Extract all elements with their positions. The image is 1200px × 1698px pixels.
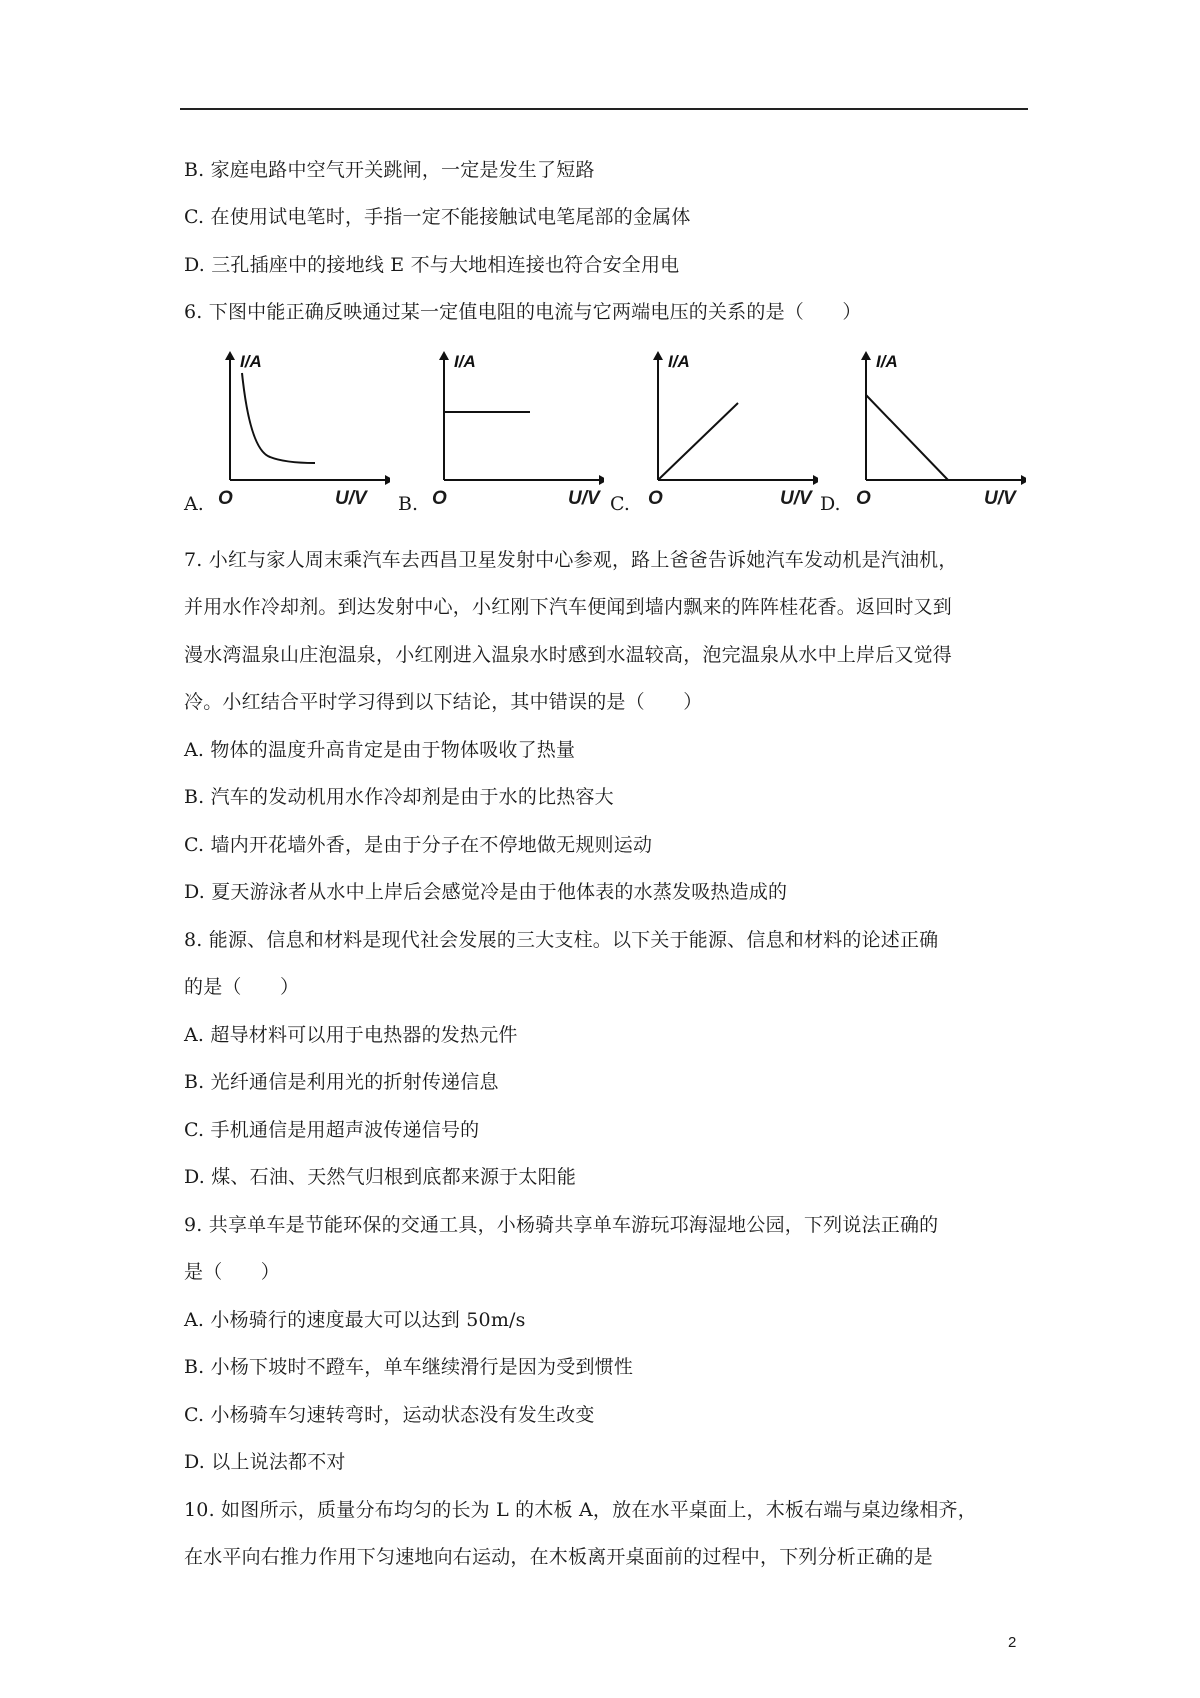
option-9c: C. 小杨骑车匀速转弯时，运动状态没有发生改变 [184,1404,595,1426]
graph-c-xlabel: U/V [780,488,812,509]
graph-d-option: D. [820,493,841,515]
option-8b: B. 光纤通信是利用光的折射传递信息 [184,1071,499,1093]
graph-a-xlabel: U/V [335,488,367,509]
question-7-line-4: 冷。小红结合平时学习得到以下结论，其中错误的是（ ） [184,691,703,713]
graph-a-option: A. [184,493,204,515]
graph-b-xlabel: U/V [568,488,600,509]
option-7b: B. 汽车的发动机用水作冷却剂是由于水的比热容大 [184,786,614,808]
graph-b [404,345,604,505]
option-8d: D. 煤、石油、天然气归根到底都来源于太阳能 [184,1166,577,1188]
option-9b: B. 小杨下坡时不蹬车，单车继续滑行是因为受到惯性 [184,1356,634,1378]
graph-b-ylabel: I/A [454,352,476,371]
header-rule [180,108,1028,110]
question-7-line-2: 并用水作冷却剂。到达发射中心，小红刚下汽车便闻到墙内飘来的阵阵桂花香。返回时又到 [184,596,953,618]
question-6: 6. 下图中能正确反映通过某一定值电阻的电流与它两端电压的关系的是（ ） [184,301,862,323]
graph-b-option: B. [398,493,419,515]
option-5d: D. 三孔插座中的接地线 E 不与大地相连接也符合安全用电 [184,254,680,276]
option-7c: C. 墙内开花墙外香，是由于分子在不停地做无规则运动 [184,834,653,856]
question-8-line-2: 的是（ ） [184,976,300,998]
question-8-line-1: 8. 能源、信息和材料是现代社会发展的三大支柱。以下关于能源、信息和材料的论述正确 [184,929,939,951]
graph-a [190,345,390,505]
graph-d-origin: O [856,488,871,509]
question-9-line-1: 9. 共享单车是节能环保的交通工具，小杨骑共享单车游玩邛海湿地公园，下列说法正确的 [184,1214,939,1236]
option-5b: B. 家庭电路中空气开关跳闸，一定是发生了短路 [184,159,595,181]
question-10-line-2: 在水平向右推力作用下匀速地向右运动，在木板离开桌面前的过程中，下列分析正确的是 [184,1546,933,1568]
option-7d: D. 夏天游泳者从水中上岸后会感觉冷是由于他体表的水蒸发吸热造成的 [184,881,788,903]
option-8a: A. 超导材料可以用于电热器的发热元件 [184,1024,518,1046]
option-9a: A. 小杨骑行的速度最大可以达到 50m/s [184,1309,526,1331]
graph-a-ylabel: I/A [240,352,262,371]
graph-a-origin: O [218,488,233,509]
question-7-line-3: 漫水湾温泉山庄泡温泉，小红刚进入温泉水时感到水温较高，泡完温泉从水中上岸后又觉得 [184,644,953,666]
question-10-line-1: 10. 如图所示，质量分布均匀的长为 L 的木板 A，放在水平桌面上，木板右端与桌边缘相齐， [184,1499,977,1521]
graph-c-origin: O [648,488,663,509]
graph-d-xlabel: U/V [984,488,1016,509]
option-8c: C. 手机通信是用超声波传递信号的 [184,1119,480,1141]
graph-c-ylabel: I/A [668,352,690,371]
question-9-line-2: 是（ ） [184,1261,281,1283]
option-5c: C. 在使用试电笔时，手指一定不能接触试电笔尾部的金属体 [184,206,691,228]
page-number: 2 [1008,1634,1017,1651]
graph-d [826,345,1026,505]
graph-c [618,345,818,505]
graph-c-option: C. [610,493,630,515]
graph-b-origin: O [432,488,447,509]
option-7a: A. 物体的温度升高肯定是由于物体吸收了热量 [184,739,576,761]
graph-d-ylabel: I/A [876,352,898,371]
question-7-line-1: 7. 小红与家人周末乘汽车去西昌卫星发射中心参观，路上爸爸告诉她汽车发动机是汽油机， [184,549,958,571]
option-9d: D. 以上说法都不对 [184,1451,346,1473]
